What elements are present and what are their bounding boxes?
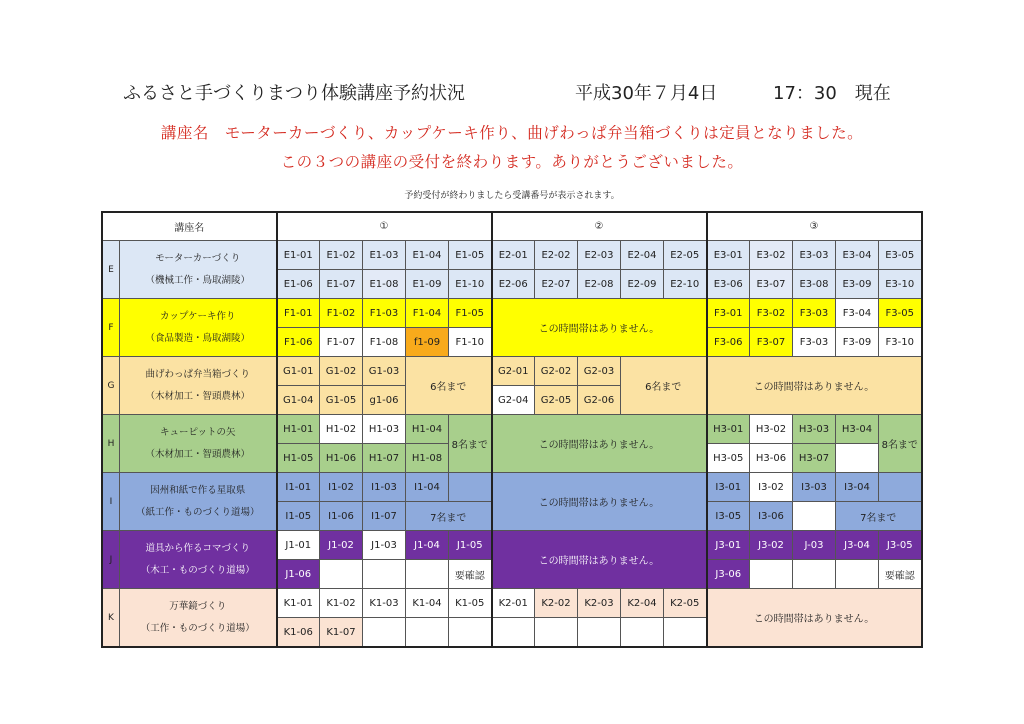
slot-cell: E3-09 [836, 270, 879, 299]
slot-cell: J1-03 [363, 531, 406, 560]
slot-cell: K1-06 [277, 618, 320, 648]
slot-cell: H1-08 [406, 444, 449, 473]
slot-cell: G2-04 [492, 386, 535, 415]
slot-cell-empty [406, 618, 449, 648]
slot-cell: E1-10 [449, 270, 492, 299]
slot-cell: H1-05 [277, 444, 320, 473]
slot-cell-empty [449, 618, 492, 648]
slot-cell: I1-03 [363, 473, 406, 502]
course-name-cell [120, 589, 277, 648]
slot-cell: K2-01 [492, 589, 535, 618]
slot-cell: J3-01 [707, 531, 750, 560]
course-subtitle: （機械工作・鳥取湖陵） [145, 274, 250, 286]
slot-cell-empty [750, 560, 793, 589]
table-row-E-1 [102, 241, 922, 270]
slot-cell: H3-05 [707, 444, 750, 473]
slot-cell: K1-05 [449, 589, 492, 618]
slot-cell: F1-04 [406, 299, 449, 328]
slot-cell: J1-01 [277, 531, 320, 560]
slot-cell: I3-05 [707, 502, 750, 531]
course-subtitle: （木材加工・智頭農林） [145, 390, 250, 402]
slot-cell: F1-02 [320, 299, 363, 328]
capacity-cell: 要確認 [879, 560, 922, 589]
slot-cell: F3-01 [707, 299, 750, 328]
slot-cell: I1-06 [320, 502, 363, 531]
course-name: キューピットの矢 [159, 426, 236, 438]
slot-cell: E1-05 [449, 241, 492, 270]
capacity-cell: 6名まで [406, 357, 492, 415]
slot-cell: F3-03 [793, 328, 836, 357]
course-subtitle: （紙工作・ものづくり道場） [135, 506, 260, 518]
period-3-header: ③ [707, 212, 922, 241]
row-letter: F [102, 299, 120, 357]
slot-cell: E1-09 [406, 270, 449, 299]
slot-cell: H3-06 [750, 444, 793, 473]
course-subtitle: （木材加工・智頭農林） [145, 448, 250, 460]
row-letter: J [102, 531, 120, 589]
slot-cell: F3-10 [879, 328, 922, 357]
slot-cell: I1-01 [277, 473, 320, 502]
course-name-cell [120, 415, 277, 473]
slot-cell: I1-02 [320, 473, 363, 502]
slot-cell: E2-09 [621, 270, 664, 299]
table-body [102, 212, 922, 647]
page-title: ふるさと手づくりまつり体験講座予約状況 [123, 83, 465, 104]
slot-cell: F3-02 [750, 299, 793, 328]
course-subtitle: （木工・ものづくり道場） [140, 564, 255, 576]
slot-cell: f1-09 [406, 328, 449, 357]
slot-cell: K1-04 [406, 589, 449, 618]
slot-cell: E3-03 [793, 241, 836, 270]
slot-cell: G2-03 [578, 357, 621, 386]
slot-cell: K1-02 [320, 589, 363, 618]
slot-cell: F1-08 [363, 328, 406, 357]
slot-cell: K2-05 [664, 589, 707, 618]
slot-cell: E1-02 [320, 241, 363, 270]
slot-cell: F3-04 [836, 299, 879, 328]
unavailable-cell: この時間帯はありません。 [492, 531, 707, 589]
slot-cell: E3-10 [879, 270, 922, 299]
unavailable-cell: この時間帯はありません。 [492, 473, 707, 531]
slot-cell: E2-06 [492, 270, 535, 299]
table-row-G-1 [102, 357, 922, 386]
slot-cell: F1-07 [320, 328, 363, 357]
reservation-note: 予約受付が終わりましたら受講番号が表示されます。 [404, 191, 620, 201]
slot-cell-empty [492, 618, 535, 648]
slot-cell: K1-07 [320, 618, 363, 648]
header-row [102, 212, 922, 241]
slot-cell: J3-06 [707, 560, 750, 589]
slot-cell: E2-10 [664, 270, 707, 299]
slot-cell: G1-03 [363, 357, 406, 386]
slot-cell: F1-01 [277, 299, 320, 328]
row-letter: H [102, 415, 120, 473]
course-header: 講座名 [102, 212, 277, 241]
slot-cell: F1-06 [277, 328, 320, 357]
slot-cell: K2-03 [578, 589, 621, 618]
slot-cell-empty [578, 618, 621, 648]
period-2-header: ② [492, 212, 707, 241]
slot-cell: E1-03 [363, 241, 406, 270]
slot-cell: H1-04 [406, 415, 449, 444]
slot-cell: K1-03 [363, 589, 406, 618]
slot-cell: H1-07 [363, 444, 406, 473]
slot-cell: E2-01 [492, 241, 535, 270]
row-letter: G [102, 357, 120, 415]
capacity-cell: 7名まで [406, 502, 492, 531]
slot-cell: E3-07 [750, 270, 793, 299]
date-label: 平成30年７月4日 [575, 83, 718, 104]
slot-cell: F3-05 [879, 299, 922, 328]
reservation-table [101, 211, 923, 648]
table-row-J-1 [102, 531, 922, 560]
slot-cell: I3-06 [750, 502, 793, 531]
slot-cell: E3-04 [836, 241, 879, 270]
slot-cell: E2-02 [535, 241, 578, 270]
capacity-cell: 6名まで [621, 357, 707, 415]
slot-cell: F3-06 [707, 328, 750, 357]
slot-cell: H3-01 [707, 415, 750, 444]
slot-cell: J3-05 [879, 531, 922, 560]
slot-cell: J-03 [793, 531, 836, 560]
slot-cell: H1-02 [320, 415, 363, 444]
slot-cell-empty [793, 560, 836, 589]
row-letter: I [102, 473, 120, 531]
slot-cell-empty [406, 560, 449, 589]
slot-cell: E3-06 [707, 270, 750, 299]
slot-cell: E2-04 [621, 241, 664, 270]
slot-cell: G2-05 [535, 386, 578, 415]
slot-cell-empty [836, 444, 879, 473]
slot-cell: G1-01 [277, 357, 320, 386]
table-row-H-1 [102, 415, 922, 444]
slot-cell: H3-04 [836, 415, 879, 444]
slot-cell: K2-02 [535, 589, 578, 618]
slot-cell: K1-01 [277, 589, 320, 618]
unavailable-cell: この時間帯はありません。 [492, 415, 707, 473]
unavailable-cell: この時間帯はありません。 [707, 357, 922, 415]
slot-cell: g1-06 [363, 386, 406, 415]
course-name-cell [120, 241, 277, 299]
slot-cell: J1-06 [277, 560, 320, 589]
slot-cell: G1-02 [320, 357, 363, 386]
slot-cell: F3-09 [836, 328, 879, 357]
slot-cell: G2-06 [578, 386, 621, 415]
table-row-F-1 [102, 299, 922, 328]
table-row-I-1 [102, 473, 922, 502]
capacity-cell: 8名まで [879, 415, 922, 473]
course-name-cell [120, 299, 277, 357]
slot-cell: H3-02 [750, 415, 793, 444]
notice-line-2: この３つの講座の受付を終わります。ありがとうございました。 [280, 153, 744, 171]
course-name-cell [120, 357, 277, 415]
course-subtitle: （食品製造・鳥取湖陵） [145, 332, 250, 344]
slot-cell: I1-07 [363, 502, 406, 531]
slot-cell: J3-02 [750, 531, 793, 560]
slot-cell: J1-05 [449, 531, 492, 560]
slot-cell: H3-03 [793, 415, 836, 444]
table-row-K-1 [102, 589, 922, 618]
period-1-header: ① [277, 212, 492, 241]
slot-cell: H1-06 [320, 444, 363, 473]
slot-cell: G2-02 [535, 357, 578, 386]
slot-cell: F3-07 [750, 328, 793, 357]
slot-cell: E1-01 [277, 241, 320, 270]
course-name: 因州和紙で作る星取県 [150, 484, 246, 496]
row-letter: K [102, 589, 120, 648]
slot-cell: I3-02 [750, 473, 793, 502]
slot-cell: E2-08 [578, 270, 621, 299]
slot-cell: G1-04 [277, 386, 320, 415]
slot-cell: F3-03 [793, 299, 836, 328]
slot-cell-empty [621, 618, 664, 648]
slot-cell-empty [793, 502, 836, 531]
time-label: 17：30 現在 [773, 83, 891, 104]
slot-cell-empty [320, 560, 363, 589]
slot-cell: E1-08 [363, 270, 406, 299]
slot-cell: J1-04 [406, 531, 449, 560]
slot-cell: E2-03 [578, 241, 621, 270]
slot-cell: I1-05 [277, 502, 320, 531]
slot-cell-empty [449, 473, 492, 502]
slot-cell: G2-01 [492, 357, 535, 386]
capacity-cell: 8名まで [449, 415, 492, 473]
course-name: 曲げわっぱ弁当箱づくり [145, 368, 250, 380]
slot-cell-empty [363, 560, 406, 589]
course-name-cell [120, 473, 277, 531]
slot-cell: E3-08 [793, 270, 836, 299]
slot-cell: F1-03 [363, 299, 406, 328]
unavailable-cell: この時間帯はありません。 [707, 589, 922, 648]
slot-cell: I3-01 [707, 473, 750, 502]
slot-cell: E2-07 [535, 270, 578, 299]
unavailable-cell: この時間帯はありません。 [492, 299, 707, 357]
slot-cell: E1-07 [320, 270, 363, 299]
slot-cell: J1-02 [320, 531, 363, 560]
course-name: 道具から作るコマづくり [145, 542, 250, 554]
course-name-cell [120, 531, 277, 589]
slot-cell: I3-04 [836, 473, 879, 502]
course-subtitle: （工作・ものづくり道場） [140, 622, 255, 634]
course-name: モーターカーづくり [155, 252, 241, 264]
slot-cell: H1-03 [363, 415, 406, 444]
slot-cell: I3-03 [793, 473, 836, 502]
slot-cell-empty [535, 618, 578, 648]
slot-cell: E1-06 [277, 270, 320, 299]
row-letter: E [102, 241, 120, 299]
notice-line-1: 講座名 モーターカーづくり、カップケーキ作り、曲げわっぱ弁当箱づくりは定員となりました。 [160, 124, 864, 142]
course-name: カップケーキ作り [159, 310, 236, 322]
slot-cell-empty [363, 618, 406, 648]
slot-cell: E3-05 [879, 241, 922, 270]
slot-cell-empty [836, 560, 879, 589]
slot-cell: E1-04 [406, 241, 449, 270]
capacity-cell: 要確認 [449, 560, 492, 589]
slot-cell: H3-07 [793, 444, 836, 473]
slot-cell-empty [664, 618, 707, 648]
capacity-cell: 7名まで [836, 502, 922, 531]
slot-cell: G1-05 [320, 386, 363, 415]
slot-cell: H1-01 [277, 415, 320, 444]
slot-cell: E2-05 [664, 241, 707, 270]
course-name: 万華鏡づくり [169, 600, 227, 612]
slot-cell: I1-04 [406, 473, 449, 502]
slot-cell: E3-02 [750, 241, 793, 270]
slot-cell: F1-05 [449, 299, 492, 328]
slot-cell: J3-04 [836, 531, 879, 560]
slot-cell: F1-10 [449, 328, 492, 357]
slot-cell: K2-04 [621, 589, 664, 618]
slot-cell-empty [879, 473, 922, 502]
slot-cell: E3-01 [707, 241, 750, 270]
